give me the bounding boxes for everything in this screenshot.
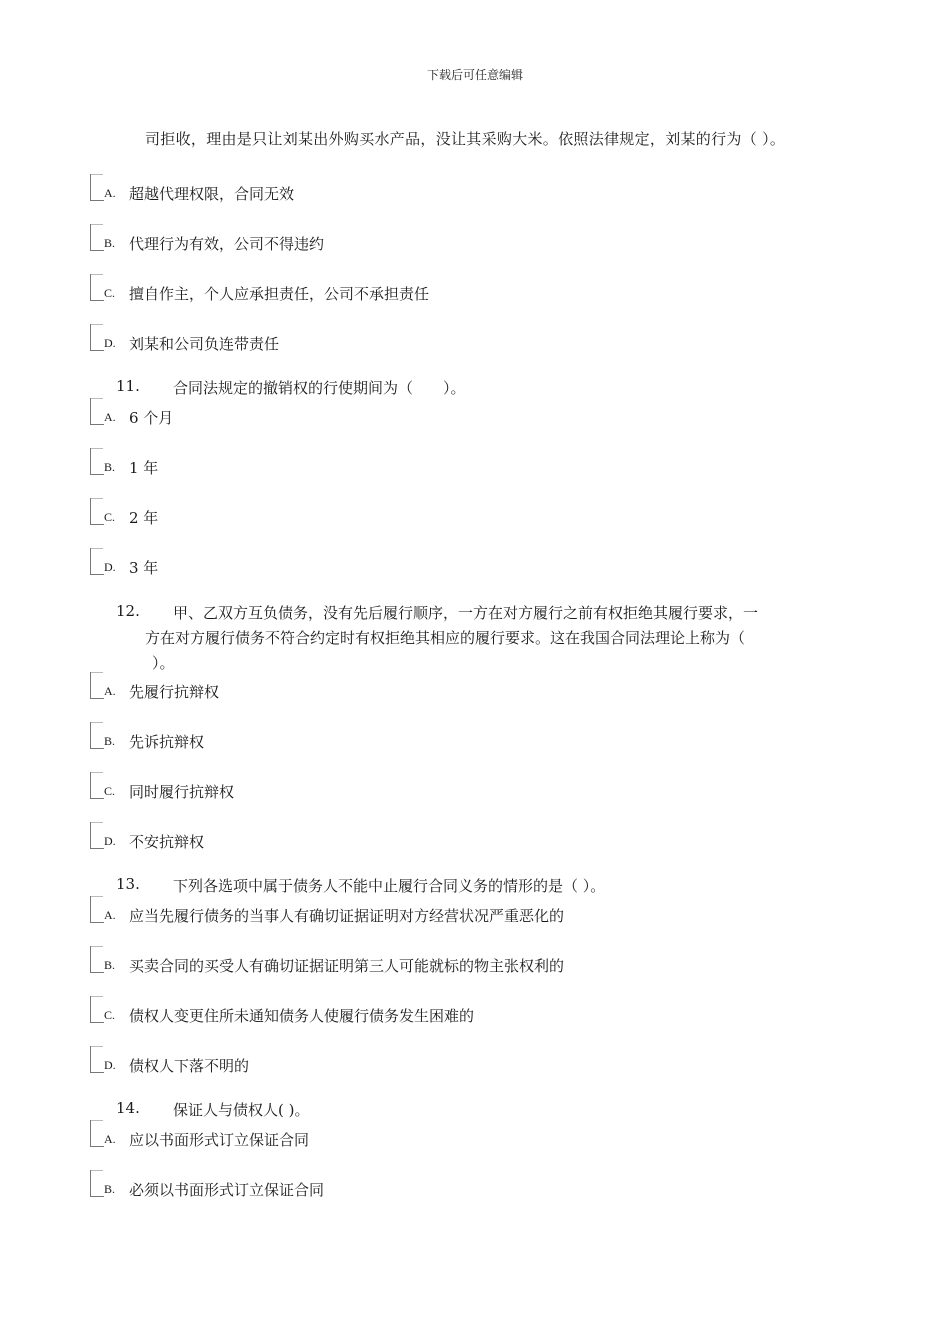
option-text: 1 年 [129, 459, 159, 477]
option-text: 应以书面形式订立保证合同 [129, 1131, 310, 1149]
question-text: 下列各选项中属于债务人不能中止履行合同义务的情形的是（ ）。 [173, 877, 606, 895]
q11-option-a[interactable] [90, 398, 790, 426]
q12-option-a[interactable] [90, 672, 790, 700]
option-d[interactable] [90, 324, 790, 352]
q11-option-d[interactable] [90, 548, 790, 576]
option-letter: D. [104, 1058, 116, 1072]
option-letter: A. [104, 1132, 116, 1146]
option-checkbox[interactable] [90, 722, 104, 749]
option-text: 同时履行抗辩权 [129, 783, 235, 801]
question-number: 13. [116, 875, 140, 893]
page-header: 下载后可任意编辑 [426, 68, 523, 82]
option-letter: A. [104, 410, 116, 424]
option-checkbox[interactable] [90, 448, 104, 475]
option-checkbox[interactable] [90, 548, 104, 575]
option-checkbox[interactable] [90, 946, 104, 973]
q12-option-b[interactable] [90, 722, 790, 750]
option-b[interactable] [90, 224, 790, 252]
option-checkbox[interactable] [90, 1170, 104, 1197]
question-text-line-1: 甲、乙双方互负债务，没有先后履行顺序，一方在对方履行之前有权拒绝其履行要求，一 [173, 604, 759, 622]
option-letter: B. [104, 734, 116, 748]
option-checkbox[interactable] [90, 996, 104, 1023]
option-checkbox[interactable] [90, 498, 104, 525]
option-checkbox[interactable] [90, 1046, 104, 1073]
question-number: 14. [116, 1099, 140, 1117]
option-checkbox[interactable] [90, 174, 104, 201]
option-text: 代理行为有效，公司不得违约 [129, 235, 325, 253]
option-text: 超越代理权限，合同无效 [129, 185, 295, 203]
option-checkbox[interactable] [90, 224, 104, 251]
question-text-line-3: ）。 [152, 654, 175, 672]
option-letter: A. [104, 684, 116, 698]
option-checkbox[interactable] [90, 672, 104, 699]
option-letter: D. [104, 336, 116, 350]
q14-option-b[interactable] [90, 1170, 790, 1198]
option-checkbox[interactable] [90, 822, 104, 849]
option-text: 2 年 [129, 509, 159, 527]
option-text: 债权人变更住所未通知债务人使履行债务发生困难的 [129, 1007, 475, 1025]
question-number: 12. [116, 602, 140, 620]
option-text: 擅自作主，个人应承担责任，公司不承担责任 [129, 285, 430, 303]
question-text-line-2: 方在对方履行债务不符合约定时有权拒绝其相应的履行要求。这在我国合同法理论上称为（ [145, 629, 746, 647]
option-c[interactable] [90, 274, 790, 302]
q11-option-c[interactable] [90, 498, 790, 526]
option-checkbox[interactable] [90, 398, 104, 425]
option-checkbox[interactable] [90, 1120, 104, 1147]
option-checkbox[interactable] [90, 274, 104, 301]
option-text: 6 个月 [129, 409, 174, 427]
option-checkbox[interactable] [90, 324, 104, 351]
option-text: 买卖合同的买受人有确切证据证明第三人可能就标的物主张权利的 [129, 957, 565, 975]
option-letter: C. [104, 1008, 116, 1022]
option-checkbox[interactable] [90, 896, 104, 923]
option-text: 先诉抗辩权 [129, 733, 205, 751]
q11-option-b[interactable] [90, 448, 790, 476]
q13-option-a[interactable] [90, 896, 790, 924]
option-letter: B. [104, 1182, 116, 1196]
option-text: 刘某和公司负连带责任 [129, 335, 280, 353]
q13-option-d[interactable] [90, 1046, 790, 1074]
option-letter: D. [104, 560, 116, 574]
option-checkbox[interactable] [90, 772, 104, 799]
option-text: 不安抗辩权 [129, 833, 205, 851]
question-text: 合同法规定的撤销权的行使期间为（ ）。 [173, 379, 466, 397]
option-text: 3 年 [129, 559, 159, 577]
option-letter: C. [104, 286, 116, 300]
q13-option-b[interactable] [90, 946, 790, 974]
question-number: 11. [116, 377, 140, 395]
option-letter: C. [104, 784, 116, 798]
q12-option-d[interactable] [90, 822, 790, 850]
option-letter: B. [104, 236, 116, 250]
question-text: 保证人与债权人( )。 [173, 1101, 310, 1119]
option-letter: C. [104, 510, 116, 524]
option-letter: A. [104, 908, 116, 922]
option-text: 必须以书面形式订立保证合同 [129, 1181, 325, 1199]
option-letter: A. [104, 186, 116, 200]
question-12 [116, 602, 816, 672]
option-letter: D. [104, 834, 116, 848]
option-letter: B. [104, 460, 116, 474]
option-text: 先履行抗辩权 [129, 683, 220, 701]
q12-option-c[interactable] [90, 772, 790, 800]
q13-option-c[interactable] [90, 996, 790, 1024]
question-continuation: 司拒收，理由是只让刘某出外购买水产品，没让其采购大米。依照法律规定，刘某的行为（ ）。 [145, 130, 786, 148]
q14-option-a[interactable] [90, 1120, 790, 1148]
option-text: 债权人下落不明的 [129, 1057, 250, 1075]
option-letter: B. [104, 958, 116, 972]
option-text: 应当先履行债务的当事人有确切证据证明对方经营状况严重恶化的 [129, 907, 565, 925]
option-a[interactable] [90, 174, 790, 202]
